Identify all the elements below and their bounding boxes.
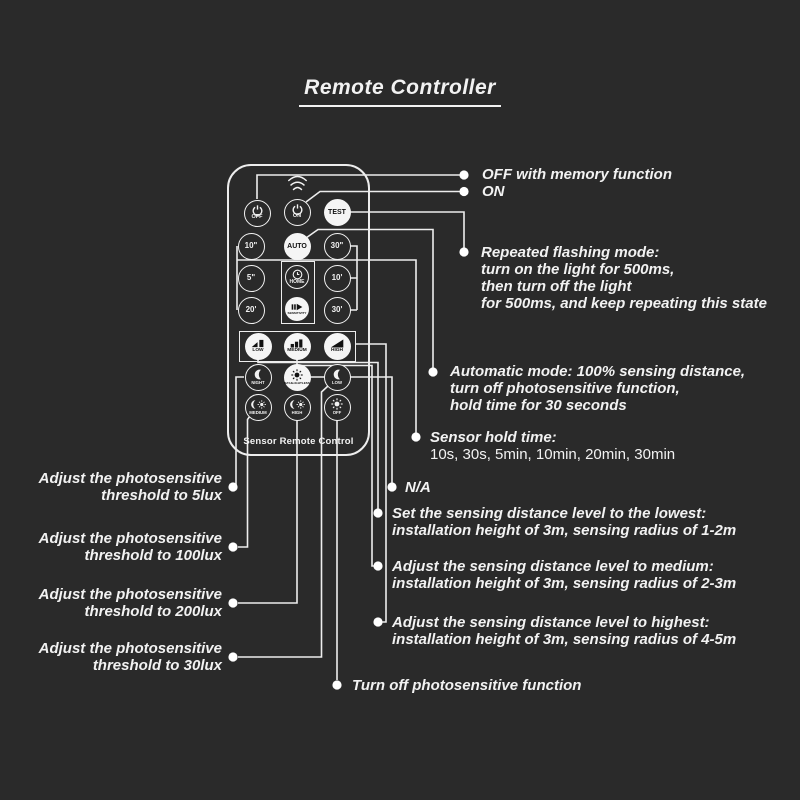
distance-medium-button[interactable] [284,333,311,360]
timer-10m-button[interactable] [324,265,351,292]
photo-off-button[interactable] [324,394,351,421]
timer-10m-label: 10' [331,273,343,282]
annotation-off-memory: OFF with memory function [482,166,672,183]
annotation-distance-lowest: Set the sensing distance level to the lowest: installation height of 3m, sensing radius of 1-2m [392,505,737,539]
on-button[interactable] [284,199,311,226]
timer-30s-button[interactable] [324,233,351,260]
annotation-flashing-mode: Repeated flashing mode: turn on the light for 500ms, then turn off the light for 500ms, and keep repeating this state [481,244,767,312]
sun-icon [291,369,303,381]
photo-daylightless-label: DAY&LIGHTLESS [284,380,310,385]
timer-20m-button[interactable] [238,297,265,324]
photo-high-label: HIGH [291,409,303,415]
timer-10s-label: 10" [244,241,258,250]
photo-high-button[interactable] [284,394,311,421]
annotation-automatic-mode: Automatic mode: 100% sensing distance, turn off photosensitive function, hold time for 30 seconds [450,363,746,414]
annotation-threshold-30lux: Adjust the photosensitive threshold to 30lux [38,640,222,674]
annotation-threshold-5lux: Adjust the photosensitive threshold to 5lux [38,470,222,504]
distance-medium-label: MEDIUM [287,347,307,353]
signal-low-icon [251,339,265,348]
annotation-distance-highest: Adjust the sensing distance level to highest: installation height of 3m, sensing radius of 4-5m [392,614,737,648]
photo-daylightless-button[interactable] [284,364,311,391]
sensitivity-button-label: SENSITIVITY [287,310,307,315]
photo-medium-button[interactable] [245,394,272,421]
timer-30m-button[interactable] [324,297,351,324]
test-button-label: TEST [328,208,346,216]
remote-footer-label: Sensor Remote Control [243,436,354,447]
photo-night-label: NIGHT [251,379,265,385]
moon-icon [332,369,343,380]
annotation-threshold-100lux: Adjust the photosensitive threshold to 100lux [38,530,222,564]
annotation-sensor-hold-time: Sensor hold time: 10s, 30s, 5min, 10min, 20min, 30min [430,429,676,463]
annotation-na: N/A [405,479,431,496]
signal-high-icon [330,339,344,348]
timer-30m-label: 30' [331,305,343,314]
photo-off-label: OFF [332,410,342,416]
signal-medium-icon [290,339,304,348]
timer-30s-label: 30" [330,241,344,250]
auto-button[interactable] [284,233,311,260]
distance-high-button[interactable] [324,333,351,360]
timer-5s-button[interactable] [238,265,265,292]
annotation-turn-off-photosensitive: Turn off photosensitive function [352,677,582,694]
on-button-label: ON [292,213,302,220]
page-title-wrap [0,76,800,107]
timer-20m-label: 20' [245,305,257,314]
test-button[interactable] [324,199,351,226]
photo-night-button[interactable] [245,364,272,391]
timer-5s-label: 5" [246,273,256,282]
photo-low-label: LOW [331,379,343,385]
moon-sun-icon [289,399,305,410]
distance-low-label: LOW [252,347,264,353]
photo-low-button[interactable] [324,364,351,391]
moon-icon [253,369,264,380]
moon-sun-icon [250,399,266,410]
annotation-on: ON [482,183,505,200]
timer-10s-button[interactable] [238,233,265,260]
sensitivity-button[interactable] [285,297,309,321]
page-title: Remote Controller [299,76,501,107]
home-button-label: HOME [289,279,305,285]
auto-button-label: AUTO [287,242,307,250]
distance-high-label: HIGH [331,347,343,353]
fast-forward-icon [291,303,303,311]
home-button[interactable] [285,265,309,289]
off-button-label: OFF [251,214,263,221]
annotation-threshold-200lux: Adjust the photosensitive threshold to 200lux [38,586,222,620]
annotation-distance-medium: Adjust the sensing distance level to medium: installation height of 3m, sensing radius of 2-3m [392,558,737,592]
distance-low-button[interactable] [245,333,272,360]
off-button[interactable] [244,200,271,227]
sun-icon [331,398,343,410]
photo-medium-label: MEDIUM [249,409,267,415]
